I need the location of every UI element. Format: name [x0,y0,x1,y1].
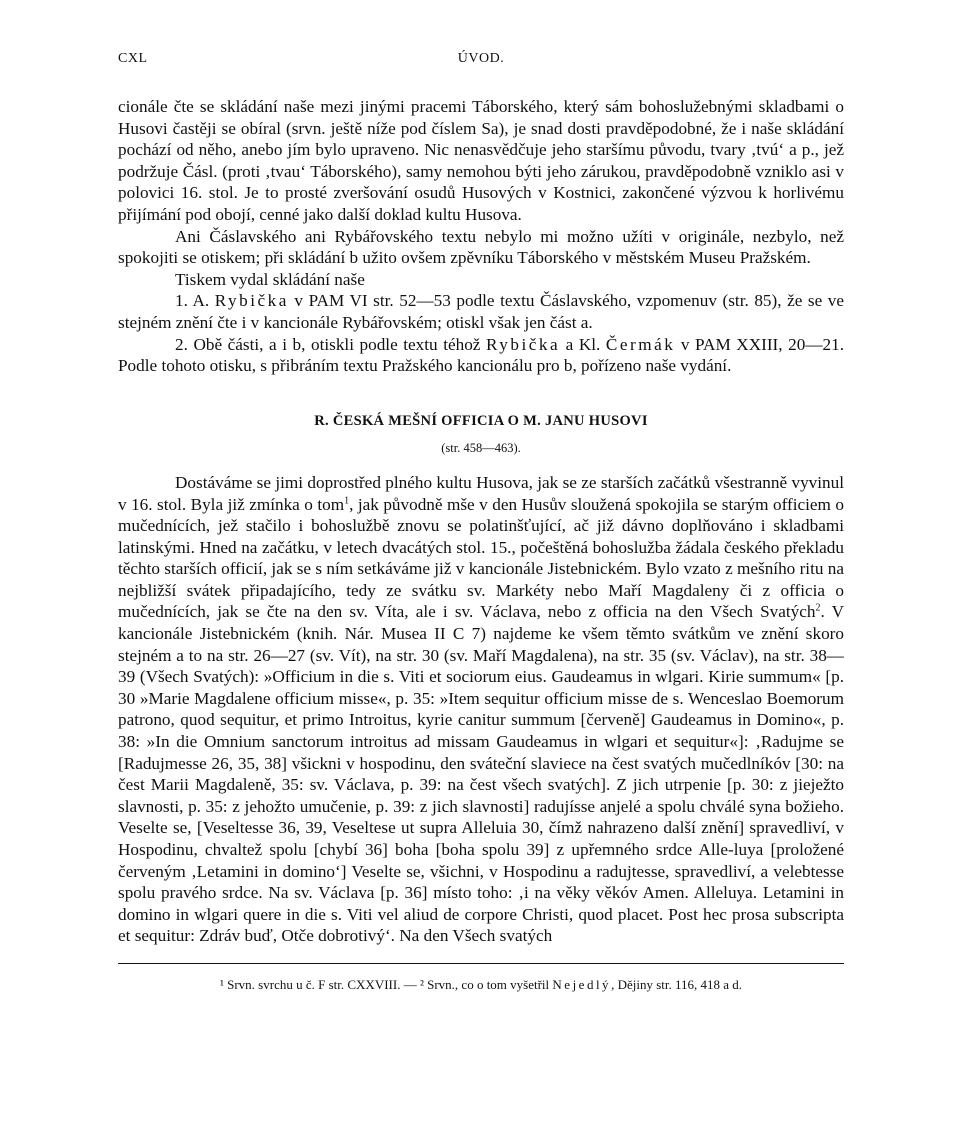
footnotes [118,976,844,994]
footnote-text-3: , Dějiny str. 116, 418 a d. [611,976,743,992]
paragraph-2: Ani Čáslavského ani Rybářovského textu nebylo mi možno užíti v originále, nezbylo, než spokojiti se otiskem; při skládání b užito ovšem zpěvníku Táborského v městském Museu Pražském. [118,226,844,268]
author-rybicka: Rybička [214,291,289,311]
footnote-ref-2: 2 [815,602,821,614]
author-rybicka-2: Rybička [486,334,561,354]
paragraph-4-a: Dostáváme se jimi doprostřed plného kultu Husova, jak se ze starších začátků všestranně vyvinul v 16. stol. Byla již zmínka o tom [118,472,844,514]
author-nejedly: Nejedlý [552,976,612,992]
footnote-mark-2: ² [419,976,424,992]
list-item-1 [118,290,844,333]
paragraph-1: cionále čte se skládání naše mezi jinými pracemi Táborského, který sám bohoslužebnými skladbami o Husovi častěji se obíral (srvn. ještě níže pod číslem Sa), je snad dosti pravděpodobné, že i naše skládání pochází od něho, anebo jím bylo upraveno. Nic nenasvědčuje jeho staršímu původu, tvary ‚tvú‘ a p., jež podržuje Čásl. (proti ‚tvau‘ Táborského), samy nemohou býti jeho zárukou, pravděpodobně vzniklo asi v polovici 16. stol. Je to prosté zveršování osudů Husových v Kostnici, zakončené výzvou k horlivému přijímání pod obojí, cenné jako další doklad kultu Husova. [118,97,844,224]
footnote-text-2: Srvn., co o tom vyšetřil [423,976,553,992]
section-title: R. ČESKÁ MEŠNÍ OFFICIA O M. JANU HUSOVI [314,412,648,429]
footnote-ref-1: 1 [344,494,350,506]
footnote-mark-1: ¹ [219,976,224,992]
list-item-2-e: v PAM XXIII, 20—21. Podle tohoto otisku, s přibráním textu Pražského kancionálu pro b, pořízeno naše vydání. [118,334,844,376]
paragraph-4-c: . V kancionále Jistebnickém (knih. Nár. Musea II C 7) najdeme ke všem těmto svátkům ve znění skoro stejném a to na str. 26—27 (sv. Vít), na str. 30 (sv. Maří Magdalena), na str. 35 (sv. Václav), na str. 38—39 (Všech Svatých): »Officium in die s. Viti et sociorum eius. Gaudeamus in wlgari. Kirie summum« [p. 30 »Marie Magdalene officium misse«, p. 35: »Item sequitur officium misse de s. Wenceslao Boemorum patrono, quod sequitur, et primo Introitus, kyrie canitur summum [červeně] Gaudeamus in Domino«, p. 38: »In die Omnium sanctorum introitus ad missam Gaudeamus in wlgari et sequitur«]: ‚Radujme se [Radujmesse 26, 35, 38] všickni v hospodinu, den sváteční slaviece na čest svatých mučedlníkóv [30: na čest Marii Magdaleně, 35: sv. Václava, p. 39: na čest všech svatých]. Z jich utrpenie [p. 30: z jieježto slavnosti, p. 35: z jehožto umučenie, p. 39: z jich slavnosti] radujísse anjelé a spolu chválé syna božieho. Veselte se, [Veseltesse 36, 39, Veseltese ut supra Alleluia 30, čímž nahrazeno další znění] spravedliví, v Hospodinu, chvaltež spolu [chybí 36] boha [boha spolu 39] z upřemného srdce Alle-luya [proložené červeným ‚Letamini in domino‘] Veselte se, všichni, v Hospodinu a radujtesse, spravedliví, a velebtesse spolu pravého srdce. Na sv. Václava [p. 36] místo toho: ‚i na věky věkóv Amen. Alleluya. Letamini in domino in wlgari quere in die s. Viti vel aliud de corpore Christi, quod placet. Post hec prosa subscripta et sequitur: Zdráv buď, Otče dobrotivý‘. Na den Všech svatých [118,602,844,946]
list-item-2 [118,334,844,377]
footnote-text-1: Srvn. svrchu u č. F str. CXXVIII. — [223,976,420,992]
running-title: ÚVOD. [457,51,505,66]
list-item-1-a: 1. A. [175,291,215,311]
list-item-2-a: 2. Obě části, a i b, otiskli podle textu téhož [175,334,486,354]
page-number: CXL [118,51,148,66]
section-pages: (str. 458—463). [441,441,521,456]
paragraph-4-b: , jak původně mše v den Husův sloužená spokojila se starým officiem o mučednících, jež stačilo i bohoslužbě znovu se polatinšťující, ač již dávno doplňováno i skladbami latinskými. Hned na začátku, v letech dvacátých stol. 15., počeštěná bohoslužba žádala českého překladu těchto starších officií, jak se s ním setkáváme již v kancionále Jistebnickém. Bylo vzato z mešního ritu na nejbližší svátek připadajícího, tedy ze svátku sv. Markéty nebo Maří Magdaleny či z officia o mučednících, jak se čte na den sv. Víta, ale i sv. Václava, nebo z officia na den Všech Svatých [118,494,844,622]
footnote-divider [118,963,844,964]
running-head [118,48,844,70]
author-cermak: Čermák [605,334,676,354]
paragraph-4 [118,472,844,947]
paragraph-3: Tiskem vydal skládání naše [175,269,365,289]
page [118,48,844,994]
list-item-2-c: a Kl. [560,334,606,354]
list-item-1-c: v PAM VI str. 52—53 podle textu Čáslavského, vzpomenuv (str. 85), že se ve stejném znění čte i v kancionále Rybářovském; otiskl však jen část a. [118,291,844,332]
